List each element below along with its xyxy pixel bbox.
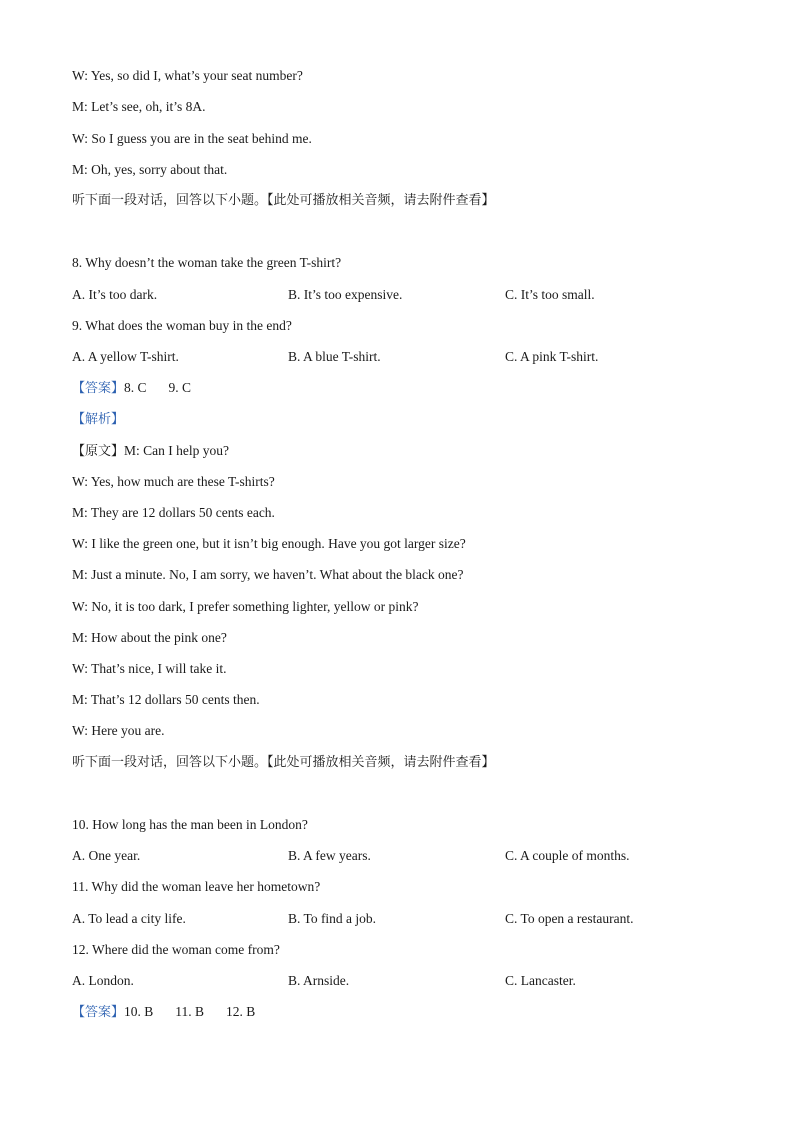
dialogue-line: W: Yes, so did I, what’s your seat number?	[72, 68, 303, 83]
answer-9: 9. C	[168, 380, 192, 395]
answer-10: 10. B	[124, 1004, 154, 1019]
q12-option-b: B. Arnside.	[288, 973, 350, 988]
q11-option-a: A. To lead a city life.	[72, 911, 186, 926]
q9-option-c: C. A pink T-shirt.	[505, 349, 599, 364]
transcript-line: W: Here you are.	[72, 723, 165, 738]
transcript-label: 【原文】	[72, 444, 125, 459]
transcript-line: M: They are 12 dollars 50 cents each.	[72, 505, 275, 520]
answer-label: 【答案】	[72, 381, 125, 396]
q12-option-c: C. Lancaster.	[505, 973, 576, 988]
transcript-line: M: How about the pink one?	[72, 630, 227, 645]
question-9: 9. What does the woman buy in the end?	[72, 318, 292, 333]
question-8: 8. Why doesn’t the woman take the green T-shirt?	[72, 255, 342, 270]
dialogue-line: M: Let’s see, oh, it’s 8A.	[72, 99, 206, 114]
transcript-line: M: Can I help you?	[124, 443, 229, 458]
answer-11: 11. B	[175, 1004, 205, 1019]
transcript-line: W: Yes, how much are these T-shirts?	[72, 474, 275, 489]
q10-option-a: A. One year.	[72, 848, 141, 863]
q8-option-b: B. It’s too expensive.	[288, 287, 403, 302]
question-12: 12. Where did the woman come from?	[72, 942, 280, 957]
q8-option-a: A. It’s too dark.	[72, 287, 158, 302]
answer-row	[72, 378, 191, 399]
q11-option-b: B. To find a job.	[288, 911, 377, 926]
transcript-line: W: No, it is too dark, I prefer something lighter, yellow or pink?	[72, 599, 419, 614]
dialogue-line: W: So I guess you are in the seat behind me.	[72, 131, 312, 146]
answer-8: 8. C	[124, 380, 147, 395]
answer-row	[72, 1002, 255, 1023]
q10-option-b: B. A few years.	[288, 848, 371, 863]
listening-instruction: 听下面一段对话，回答以下小题。【此处可播放相关音频，请去附件查看】	[72, 755, 495, 770]
transcript-line: M: That’s 12 dollars 50 cents then.	[72, 692, 260, 707]
q11-option-c: C. To open a restaurant.	[505, 911, 634, 926]
q9-option-a: A. A yellow T-shirt.	[72, 349, 179, 364]
q10-option-c: C. A couple of months.	[505, 848, 630, 863]
answer-label: 【答案】	[72, 1005, 125, 1020]
transcript-first-line	[72, 441, 229, 462]
transcript-line: W: I like the green one, but it isn’t big enough. Have you got larger size?	[72, 536, 466, 551]
q12-option-a: A. London.	[72, 973, 134, 988]
listening-instruction: 听下面一段对话，回答以下小题。【此处可播放相关音频，请去附件查看】	[72, 193, 495, 208]
question-10: 10. How long has the man been in London?	[72, 817, 308, 832]
analysis-label: 【解析】	[72, 412, 125, 427]
q9-option-b: B. A blue T-shirt.	[288, 349, 381, 364]
question-11: 11. Why did the woman leave her hometown?	[72, 879, 321, 894]
q8-option-c: C. It’s too small.	[505, 287, 595, 302]
transcript-line: M: Just a minute. No, I am sorry, we haven’t. What about the black one?	[72, 567, 464, 582]
transcript-line: W: That’s nice, I will take it.	[72, 661, 227, 676]
answer-12: 12. B	[226, 1004, 256, 1019]
dialogue-line: M: Oh, yes, sorry about that.	[72, 162, 228, 177]
